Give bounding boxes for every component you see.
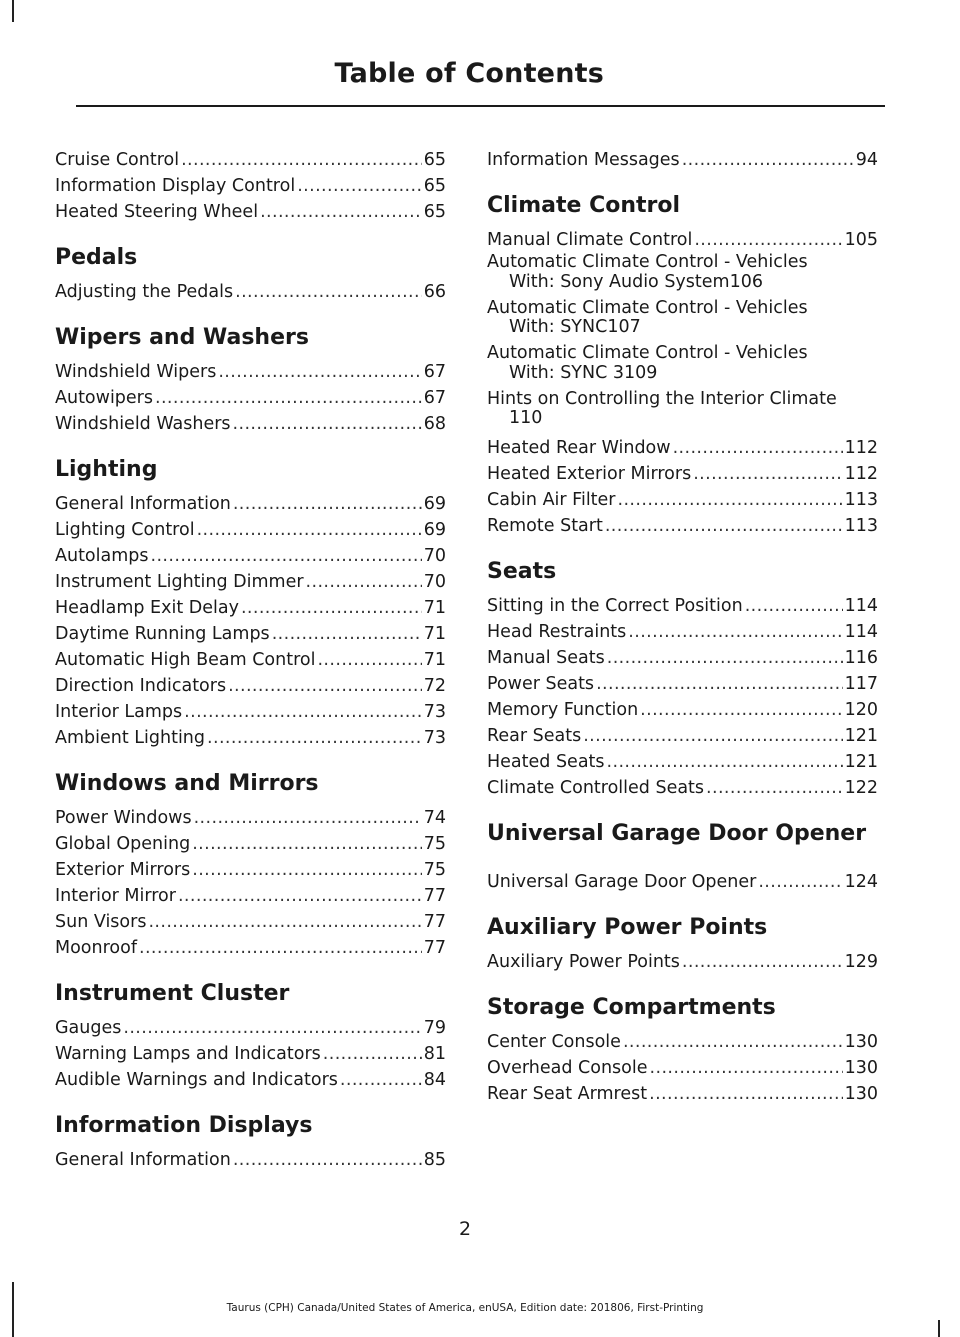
toc-entry-page: 69 <box>423 494 446 514</box>
dot-leader <box>745 593 843 619</box>
dot-leader <box>317 647 421 673</box>
dot-leader <box>623 1029 843 1055</box>
toc-entry-page: 109 <box>624 362 658 383</box>
toc-entry[interactable] <box>487 671 878 697</box>
toc-entry-label: Heated Seats <box>487 752 605 772</box>
toc-entry-page: 65 <box>423 176 446 196</box>
toc-entry-page: 85 <box>423 1150 446 1170</box>
toc-entry[interactable] <box>55 199 446 225</box>
toc-entry-page: 74 <box>423 808 446 828</box>
toc-entry-page: 110 <box>509 408 543 428</box>
section-heading: Storage Compartments <box>487 995 776 1020</box>
toc-entry[interactable] <box>487 344 878 383</box>
dot-leader <box>706 775 843 801</box>
dot-leader <box>618 487 843 513</box>
toc-entry[interactable] <box>55 805 446 831</box>
dot-leader <box>605 513 843 539</box>
dot-leader <box>297 173 422 199</box>
dot-leader <box>693 461 842 487</box>
toc-entry-label: Climate Controlled Seats <box>487 778 705 798</box>
toc-entry-label-continued: With: Sony Audio System <box>509 271 730 292</box>
dot-leader <box>583 723 842 749</box>
toc-entry-label: Overhead Console <box>487 1058 648 1078</box>
toc-entry-page: 71 <box>423 650 446 670</box>
toc-entry-label: Information Messages <box>487 150 680 170</box>
dot-leader <box>607 749 843 775</box>
toc-entry[interactable] <box>55 909 446 935</box>
dot-leader <box>323 1041 422 1067</box>
toc-entry[interactable] <box>487 1055 878 1081</box>
toc-entry-label: Global Opening <box>55 834 191 854</box>
dot-leader <box>682 949 843 975</box>
toc-entry-page: 130 <box>844 1058 878 1078</box>
dot-leader <box>151 543 422 569</box>
dot-leader <box>228 673 422 699</box>
toc-entry-page: 79 <box>423 1018 446 1038</box>
toc-entry[interactable] <box>55 621 446 647</box>
toc-entry[interactable] <box>55 1147 446 1173</box>
toc-entry-page: 77 <box>423 912 446 932</box>
toc-entry-page: 106 <box>729 271 763 292</box>
dot-leader <box>207 725 422 751</box>
toc-entry-page: 94 <box>855 150 878 170</box>
toc-entry-page: 69 <box>423 520 446 540</box>
dot-leader <box>184 699 422 725</box>
page-number: 2 <box>458 1218 472 1240</box>
dot-leader <box>241 595 422 621</box>
toc-entry-page: 67 <box>423 362 446 382</box>
toc-entry-label: Universal Garage Door Opener <box>487 872 757 892</box>
toc-entry-label: Autowipers <box>55 388 153 408</box>
toc-entry-label: Center Console <box>487 1032 621 1052</box>
section-heading: Seats <box>487 559 557 584</box>
section-heading: Lighting <box>55 457 158 482</box>
toc-entry-page: 66 <box>423 282 446 302</box>
toc-entry[interactable] <box>487 723 878 749</box>
toc-entry[interactable] <box>55 279 446 305</box>
toc-entry-label: Manual Climate Control <box>487 230 693 250</box>
toc-entry-page: 120 <box>844 700 878 720</box>
dot-leader <box>340 1067 422 1093</box>
toc-entry[interactable] <box>55 725 446 751</box>
toc-entry-label: Lighting Control <box>55 520 195 540</box>
toc-entry[interactable] <box>55 647 446 673</box>
toc-entry-page: 65 <box>423 150 446 170</box>
section-heading: Information Displays <box>55 1113 313 1138</box>
toc-entry-label: Auxiliary Power Points <box>487 952 680 972</box>
dot-leader <box>139 935 422 961</box>
dot-leader <box>694 227 842 253</box>
toc-entry-page: 112 <box>844 438 878 458</box>
toc-entry[interactable] <box>487 697 878 723</box>
section-heading: Windows and Mirrors <box>55 771 319 796</box>
toc-entry-page: 70 <box>423 546 446 566</box>
toc-entry-page: 75 <box>423 834 446 854</box>
toc-entry-page: 129 <box>844 952 878 972</box>
toc-entry-page: 124 <box>844 872 878 892</box>
dot-leader <box>607 645 843 671</box>
toc-entry-label: Power Seats <box>487 674 595 694</box>
toc-entry[interactable] <box>55 1015 446 1041</box>
toc-entry-page: 117 <box>844 674 878 694</box>
right-column <box>487 147 878 1107</box>
toc-entry-page: 73 <box>423 702 446 722</box>
section-heading: Wipers and Washers <box>55 325 309 350</box>
toc-entry-page: 77 <box>423 938 446 958</box>
dot-leader <box>260 199 422 225</box>
header-divider <box>76 105 885 107</box>
toc-entry-label: Heated Steering Wheel <box>55 202 259 222</box>
toc-entry-page: 73 <box>423 728 446 748</box>
dot-leader <box>155 385 422 411</box>
toc-entry[interactable] <box>55 699 446 725</box>
toc-entry-page: 107 <box>607 317 641 337</box>
toc-entry-label: Interior Lamps <box>55 702 183 722</box>
toc-entry-label: Memory Function <box>487 700 639 720</box>
toc-entry-label: Audible Warnings and Indicators <box>55 1070 338 1090</box>
page-title: Table of Contents <box>334 58 604 89</box>
dot-leader <box>682 147 854 173</box>
toc-entry-label: Windshield Washers <box>55 414 231 434</box>
crop-mark-bottom-right <box>938 1320 940 1337</box>
toc-entry-label: Headlamp Exit Delay <box>55 598 239 618</box>
toc-entry[interactable] <box>487 949 878 975</box>
dot-leader <box>148 909 421 935</box>
toc-entry-label: Rear Seats <box>487 726 582 746</box>
toc-entry-label: Heated Exterior Mirrors <box>487 464 692 484</box>
toc-entry-label: Information Display Control <box>55 176 296 196</box>
toc-entry-label: Moonroof <box>55 938 137 958</box>
toc-entry[interactable] <box>55 857 446 883</box>
toc-entry-label: Automatic Climate Control - Vehicles <box>487 297 808 318</box>
toc-entry[interactable] <box>55 1041 446 1067</box>
toc-entry-page: 81 <box>423 1044 446 1064</box>
toc-entry[interactable] <box>55 1067 446 1093</box>
dot-leader <box>272 621 422 647</box>
dot-leader <box>628 619 842 645</box>
crop-mark-top-left <box>12 0 14 22</box>
dot-leader <box>218 359 421 385</box>
toc-entry-page: 112 <box>844 464 878 484</box>
toc-entry-label: Gauges <box>55 1018 122 1038</box>
toc-entry-page: 65 <box>423 202 446 222</box>
toc-entry-label: General Information <box>55 494 231 514</box>
dot-leader <box>649 1081 842 1107</box>
toc-entry-page: 130 <box>844 1084 878 1104</box>
dot-leader <box>235 279 422 305</box>
toc-entry[interactable] <box>487 299 878 338</box>
toc-entry[interactable] <box>55 569 446 595</box>
toc-entry[interactable] <box>487 253 878 292</box>
dot-leader <box>650 1055 843 1081</box>
toc-entry-label: Warning Lamps and Indicators <box>55 1044 321 1064</box>
toc-entry-page: 114 <box>844 596 878 616</box>
toc-entry-page: 113 <box>844 516 878 536</box>
toc-entry-label: Automatic Climate Control - Vehicles <box>487 343 808 363</box>
toc-entry-label: Automatic High Beam Control <box>55 650 316 670</box>
left-column <box>55 147 446 1173</box>
section-heading: Climate Control <box>487 193 681 218</box>
toc-entry-label-continued: With: SYNC <box>509 317 608 337</box>
dot-leader <box>233 491 422 517</box>
section-heading: Auxiliary Power Points <box>487 915 768 940</box>
toc-entry-label: Cabin Air Filter <box>487 490 616 510</box>
dot-leader <box>596 671 843 697</box>
toc-entry-label: Sitting in the Correct Position <box>487 596 743 616</box>
toc-entry-page: 77 <box>423 886 446 906</box>
dot-leader <box>758 869 842 895</box>
toc-entry-page: 68 <box>423 414 446 434</box>
toc-entry-label: Adjusting the Pedals <box>55 282 234 302</box>
toc-entry-page: 105 <box>844 230 878 250</box>
toc-entry-label: Interior Mirror <box>55 886 176 906</box>
dot-leader <box>192 857 421 883</box>
dot-leader <box>640 697 842 723</box>
toc-entry-page: 121 <box>844 752 878 772</box>
toc-entry[interactable] <box>487 435 878 461</box>
toc-entry-label: Manual Seats <box>487 648 605 668</box>
toc-entry[interactable] <box>55 411 446 437</box>
toc-entry-label-continued: With: SYNC 3 <box>509 362 624 383</box>
toc-entry[interactable] <box>55 147 446 173</box>
toc-entry-label: Head Restraints <box>487 622 627 642</box>
toc-entry[interactable] <box>55 935 446 961</box>
toc-entry-page: 122 <box>844 778 878 798</box>
dot-leader <box>178 883 422 909</box>
toc-entry[interactable] <box>487 390 878 429</box>
toc-entry-label: Exterior Mirrors <box>55 860 191 880</box>
toc-entry-label: Daytime Running Lamps <box>55 624 270 644</box>
toc-entry[interactable] <box>487 147 878 173</box>
toc-entry-label: Instrument Lighting Dimmer <box>55 572 304 592</box>
toc-entry[interactable] <box>55 173 446 199</box>
toc-entry[interactable] <box>487 593 878 619</box>
dot-leader <box>233 411 422 437</box>
toc-entry[interactable] <box>55 491 446 517</box>
toc-entry[interactable] <box>55 673 446 699</box>
toc-entry[interactable] <box>487 227 878 253</box>
toc-entry[interactable] <box>55 359 446 385</box>
footer-edition-note: Taurus (CPH) Canada/United States of America, enUSA, Edition date: 201806, First-Printing <box>226 1302 704 1314</box>
toc-entry-page: 84 <box>423 1070 446 1090</box>
toc-entry-page: 67 <box>423 388 446 408</box>
toc-entry-page: 114 <box>844 622 878 642</box>
toc-entry[interactable] <box>487 645 878 671</box>
toc-entry-page: 75 <box>423 860 446 880</box>
dot-leader <box>673 435 843 461</box>
toc-entry[interactable] <box>487 487 878 513</box>
toc-entry-page: 130 <box>844 1032 878 1052</box>
toc-entry-label: Hints on Controlling the Interior Climate <box>487 388 837 409</box>
section-heading: Pedals <box>55 245 138 270</box>
toc-entry-page: 72 <box>423 676 446 696</box>
toc-entry[interactable] <box>487 619 878 645</box>
dot-leader <box>123 1015 421 1041</box>
toc-entry[interactable] <box>55 831 446 857</box>
toc-entry-page: 71 <box>423 598 446 618</box>
toc-entry-label: Rear Seat Armrest <box>487 1084 648 1104</box>
toc-entry-label: General Information <box>55 1150 231 1170</box>
toc-entry[interactable] <box>55 517 446 543</box>
toc-entry-label: Windshield Wipers <box>55 362 217 382</box>
toc-entry-page: 116 <box>844 648 878 668</box>
toc-entry[interactable] <box>487 1081 878 1107</box>
toc-entry-page: 71 <box>423 624 446 644</box>
toc-entry[interactable] <box>55 385 446 411</box>
toc-entry-label: Remote Start <box>487 516 603 536</box>
dot-leader <box>181 147 422 173</box>
section-heading: Instrument Cluster <box>55 981 290 1006</box>
toc-entry-label: Automatic Climate Control - Vehicles <box>487 252 808 272</box>
toc-entry[interactable] <box>487 775 878 801</box>
dot-leader <box>197 517 422 543</box>
toc-entry[interactable] <box>55 543 446 569</box>
dot-leader <box>194 805 422 831</box>
toc-entry[interactable] <box>55 595 446 621</box>
toc-entry-label: Sun Visors <box>55 912 147 932</box>
toc-entry-page: 121 <box>844 726 878 746</box>
section-heading: Universal Garage Door Opener <box>487 821 867 846</box>
toc-entry[interactable] <box>487 461 878 487</box>
toc-entry[interactable] <box>55 883 446 909</box>
toc-entry-label: Heated Rear Window <box>487 438 671 458</box>
dot-leader <box>306 569 422 595</box>
toc-entry-label: Autolamps <box>55 546 149 566</box>
toc-entry[interactable] <box>487 749 878 775</box>
toc-entry-label: Direction Indicators <box>55 676 227 696</box>
toc-entry-page: 70 <box>423 572 446 592</box>
toc-entry-label: Cruise Control <box>55 150 180 170</box>
toc-entry[interactable] <box>487 1029 878 1055</box>
toc-entry-label: Ambient Lighting <box>55 728 206 748</box>
toc-entry[interactable] <box>487 869 878 895</box>
dot-leader <box>233 1147 422 1173</box>
toc-entry[interactable] <box>487 513 878 539</box>
toc-entry-label: Power Windows <box>55 808 192 828</box>
toc-entry-page: 113 <box>844 490 878 510</box>
dot-leader <box>192 831 422 857</box>
